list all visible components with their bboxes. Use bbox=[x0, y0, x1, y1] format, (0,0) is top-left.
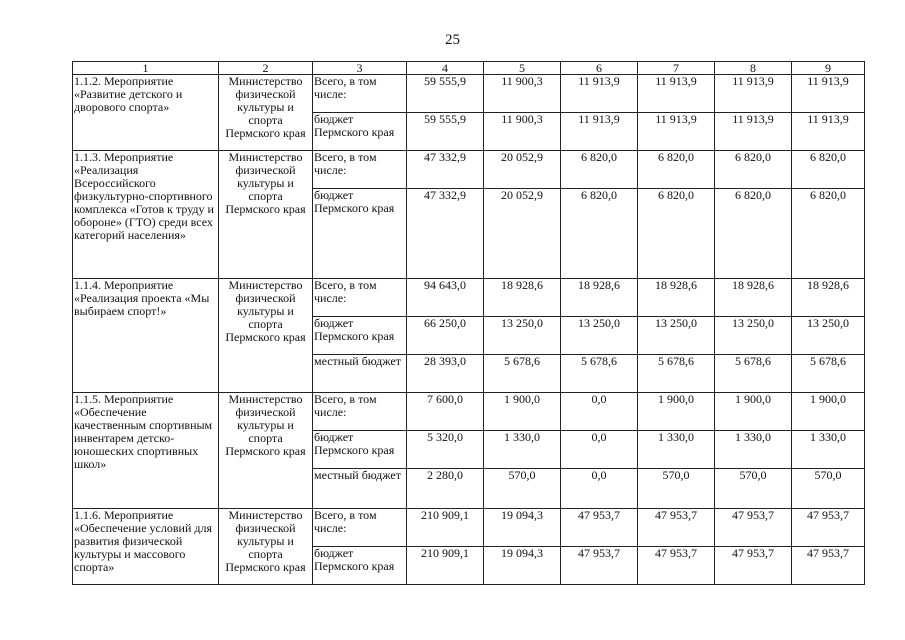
executor-cell: Министерство физической культуры и спорта Пермского края bbox=[219, 151, 313, 279]
amount-cell: 47 953,7 bbox=[715, 547, 792, 585]
table-row bbox=[73, 151, 865, 189]
amount-cell: 210 909,1 bbox=[407, 547, 484, 585]
activity-name-cell: 1.1.5. Мероприятие «Обеспечение качественным спортивным инвентарем детско-юношеских спортивных школ» bbox=[73, 393, 219, 509]
executor-cell: Министерство физической культуры и спорта Пермского края bbox=[219, 509, 313, 585]
activity-name-cell: 1.1.2. Мероприятие «Развитие детского и дворового спорта» bbox=[73, 75, 219, 151]
amount-cell: 1 900,0 bbox=[792, 393, 865, 431]
amount-cell: 47 953,7 bbox=[638, 547, 715, 585]
activity-name-cell: 1.1.3. Мероприятие «Реализация Всероссийского физкультурно-спортивного комплекса «Готов к труду и обороне» (ГТО) среди всех категорий населения» bbox=[73, 151, 219, 279]
executor-cell: Министерство физической культуры и спорта Пермского края bbox=[219, 279, 313, 393]
amount-cell: 5 678,6 bbox=[484, 355, 561, 393]
amount-cell: 11 913,9 bbox=[792, 75, 865, 113]
amount-cell: 47 953,7 bbox=[561, 509, 638, 547]
header-cell: 9 bbox=[792, 62, 865, 75]
amount-cell: 59 555,9 bbox=[407, 113, 484, 151]
amount-cell: 5 678,6 bbox=[715, 355, 792, 393]
amount-cell: 11 913,9 bbox=[638, 75, 715, 113]
amount-cell: 18 928,6 bbox=[715, 279, 792, 317]
amount-cell: 13 250,0 bbox=[715, 317, 792, 355]
amount-cell: 19 094,3 bbox=[484, 509, 561, 547]
amount-cell: 13 250,0 bbox=[792, 317, 865, 355]
amount-cell: 19 094,3 bbox=[484, 547, 561, 585]
header-cell: 1 bbox=[73, 62, 219, 75]
header-row bbox=[73, 62, 865, 75]
amount-cell: 47 953,7 bbox=[715, 509, 792, 547]
header-cell: 4 bbox=[407, 62, 484, 75]
amount-cell: 1 330,0 bbox=[715, 431, 792, 469]
amount-cell: 47 953,7 bbox=[561, 547, 638, 585]
funding-source-cell: бюджет Пермского края bbox=[313, 547, 407, 585]
amount-cell: 0,0 bbox=[561, 469, 638, 509]
amount-cell: 13 250,0 bbox=[484, 317, 561, 355]
amount-cell: 1 330,0 bbox=[792, 431, 865, 469]
amount-cell: 18 928,6 bbox=[561, 279, 638, 317]
amount-cell: 5 678,6 bbox=[561, 355, 638, 393]
funding-source-cell: Всего, в том числе: bbox=[313, 151, 407, 189]
funding-source-cell: местный бюджет bbox=[313, 355, 407, 393]
amount-cell: 0,0 bbox=[561, 393, 638, 431]
amount-cell: 13 250,0 bbox=[638, 317, 715, 355]
amount-cell: 1 900,0 bbox=[715, 393, 792, 431]
header-cell: 7 bbox=[638, 62, 715, 75]
amount-cell: 11 900,3 bbox=[484, 113, 561, 151]
amount-cell: 6 820,0 bbox=[792, 151, 865, 189]
amount-cell: 6 820,0 bbox=[561, 151, 638, 189]
amount-cell: 47 332,9 bbox=[407, 189, 484, 279]
amount-cell: 210 909,1 bbox=[407, 509, 484, 547]
funding-source-cell: бюджет Пермского края bbox=[313, 431, 407, 469]
amount-cell: 20 052,9 bbox=[484, 151, 561, 189]
amount-cell: 6 820,0 bbox=[638, 189, 715, 279]
amount-cell: 6 820,0 bbox=[561, 189, 638, 279]
funding-source-cell: местный бюджет bbox=[313, 469, 407, 509]
amount-cell: 47 953,7 bbox=[792, 547, 865, 585]
amount-cell: 18 928,6 bbox=[792, 279, 865, 317]
amount-cell: 570,0 bbox=[484, 469, 561, 509]
amount-cell: 5 678,6 bbox=[792, 355, 865, 393]
amount-cell: 1 330,0 bbox=[638, 431, 715, 469]
amount-cell: 1 900,0 bbox=[638, 393, 715, 431]
amount-cell: 47 953,7 bbox=[792, 509, 865, 547]
activity-name-cell: 1.1.6. Мероприятие «Обеспечение условий для развития физической культуры и массового спорта» bbox=[73, 509, 219, 585]
amount-cell: 0,0 bbox=[561, 431, 638, 469]
executor-cell: Министерство физической культуры и спорта Пермского края bbox=[219, 75, 313, 151]
amount-cell: 11 913,9 bbox=[638, 113, 715, 151]
amount-cell: 570,0 bbox=[715, 469, 792, 509]
activity-name-cell: 1.1.4. Мероприятие «Реализация проекта «Мы выбираем спорт!» bbox=[73, 279, 219, 393]
amount-cell: 18 928,6 bbox=[484, 279, 561, 317]
amount-cell: 2 280,0 bbox=[407, 469, 484, 509]
amount-cell: 20 052,9 bbox=[484, 189, 561, 279]
funding-source-cell: Всего, в том числе: bbox=[313, 393, 407, 431]
amount-cell: 59 555,9 bbox=[407, 75, 484, 113]
amount-cell: 66 250,0 bbox=[407, 317, 484, 355]
funding-source-cell: бюджет Пермского края bbox=[313, 189, 407, 279]
header-cell: 2 bbox=[219, 62, 313, 75]
amount-cell: 47 332,9 bbox=[407, 151, 484, 189]
header-cell: 8 bbox=[715, 62, 792, 75]
amount-cell: 1 330,0 bbox=[484, 431, 561, 469]
amount-cell: 11 913,9 bbox=[715, 113, 792, 151]
amount-cell: 28 393,0 bbox=[407, 355, 484, 393]
funding-source-cell: Всего, в том числе: bbox=[313, 75, 407, 113]
header-cell: 5 bbox=[484, 62, 561, 75]
header-cell: 3 bbox=[313, 62, 407, 75]
table-row bbox=[73, 75, 865, 113]
amount-cell: 6 820,0 bbox=[715, 189, 792, 279]
executor-cell: Министерство физической культуры и спорта Пермского края bbox=[219, 393, 313, 509]
amount-cell: 570,0 bbox=[792, 469, 865, 509]
funding-source-cell: Всего, в том числе: bbox=[313, 279, 407, 317]
amount-cell: 94 643,0 bbox=[407, 279, 484, 317]
amount-cell: 1 900,0 bbox=[484, 393, 561, 431]
table-row bbox=[73, 393, 865, 431]
amount-cell: 5 320,0 bbox=[407, 431, 484, 469]
amount-cell: 570,0 bbox=[638, 469, 715, 509]
amount-cell: 6 820,0 bbox=[638, 151, 715, 189]
amount-cell: 13 250,0 bbox=[561, 317, 638, 355]
amount-cell: 7 600,0 bbox=[407, 393, 484, 431]
amount-cell: 18 928,6 bbox=[638, 279, 715, 317]
amount-cell: 11 913,9 bbox=[561, 113, 638, 151]
amount-cell: 11 900,3 bbox=[484, 75, 561, 113]
amount-cell: 5 678,6 bbox=[638, 355, 715, 393]
amount-cell: 6 820,0 bbox=[792, 189, 865, 279]
amount-cell: 11 913,9 bbox=[561, 75, 638, 113]
amount-cell: 11 913,9 bbox=[792, 113, 865, 151]
amount-cell: 11 913,9 bbox=[715, 75, 792, 113]
amount-cell: 47 953,7 bbox=[638, 509, 715, 547]
header-cell: 6 bbox=[561, 62, 638, 75]
budget-table bbox=[72, 61, 865, 585]
table-row bbox=[73, 509, 865, 547]
funding-source-cell: бюджет Пермского края bbox=[313, 113, 407, 151]
page-number: 25 bbox=[445, 32, 460, 48]
funding-source-cell: бюджет Пермского края bbox=[313, 317, 407, 355]
funding-source-cell: Всего, в том числе: bbox=[313, 509, 407, 547]
amount-cell: 6 820,0 bbox=[715, 151, 792, 189]
table-row bbox=[73, 279, 865, 317]
